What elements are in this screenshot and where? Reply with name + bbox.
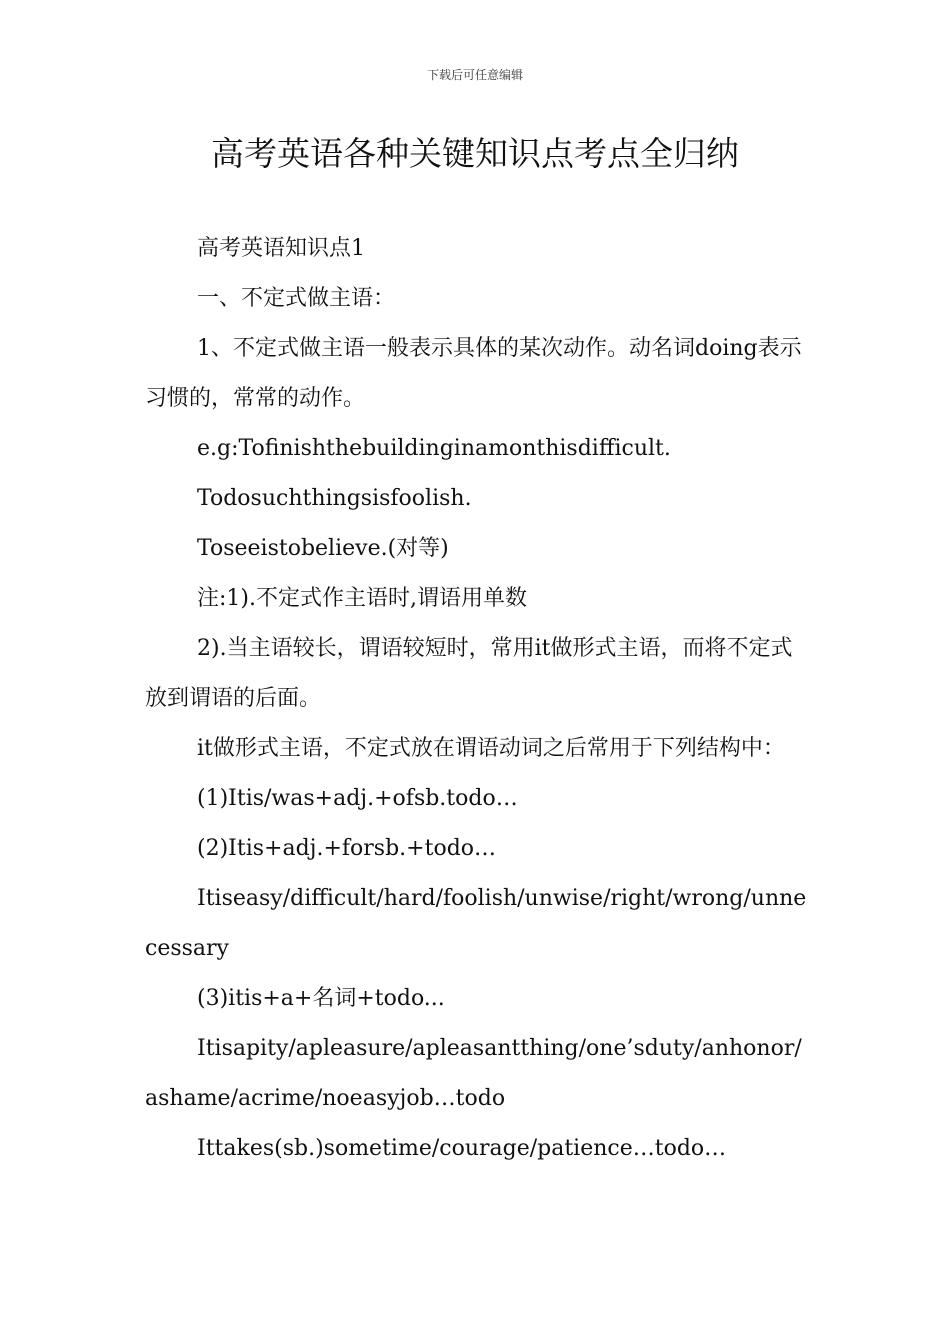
example-sentence: Toseeistobelieve.(对等) <box>197 536 449 561</box>
section-heading: 高考英语知识点1 <box>197 236 365 261</box>
structure-pattern: (1)Itis/was+adj.+ofsb.todo… <box>197 786 518 811</box>
paragraph: 2).当主语较长，谓语较短时，常用it做形式主语，而将不定式放到谓语的后面。 <box>145 636 793 711</box>
paragraph: it做形式主语，不定式放在谓语动词之后常用于下列结构中： <box>197 736 785 761</box>
structure-pattern: (3)itis+a+名词+todo... <box>197 986 445 1011</box>
example-sentence: Todosuchthingsisfoolish. <box>197 486 472 511</box>
note: 注:1).不定式作主语时,谓语用单数 <box>197 586 527 611</box>
document-body <box>145 224 807 1174</box>
structure-pattern: (2)Itis+adj.+forsb.+todo… <box>197 836 497 861</box>
word-list: Itisapity/apleasure/apleasantthing/one’sduty/anhonor/ashame/acrime/noeasyjob…todo <box>145 1036 802 1111</box>
subsection-heading: 一、不定式做主语： <box>197 286 396 311</box>
paragraph: 1、不定式做主语一般表示具体的某次动作。动名词doing表示习惯的，常常的动作。 <box>145 336 802 411</box>
header-note: 下载后可任意编辑 <box>426 68 523 82</box>
word-list: Itiseasy/difficult/hard/foolish/unwise/right/wrong/unnecessary <box>145 886 807 961</box>
structure-pattern: Ittakes(sb.)sometime/courage/patience…todo… <box>197 1136 727 1161</box>
example-sentence: e.g:Tofinishthebuildinginamonthisdifficult. <box>197 436 671 461</box>
document-title: 高考英语各种关键知识点考点全归纳 <box>211 134 739 173</box>
